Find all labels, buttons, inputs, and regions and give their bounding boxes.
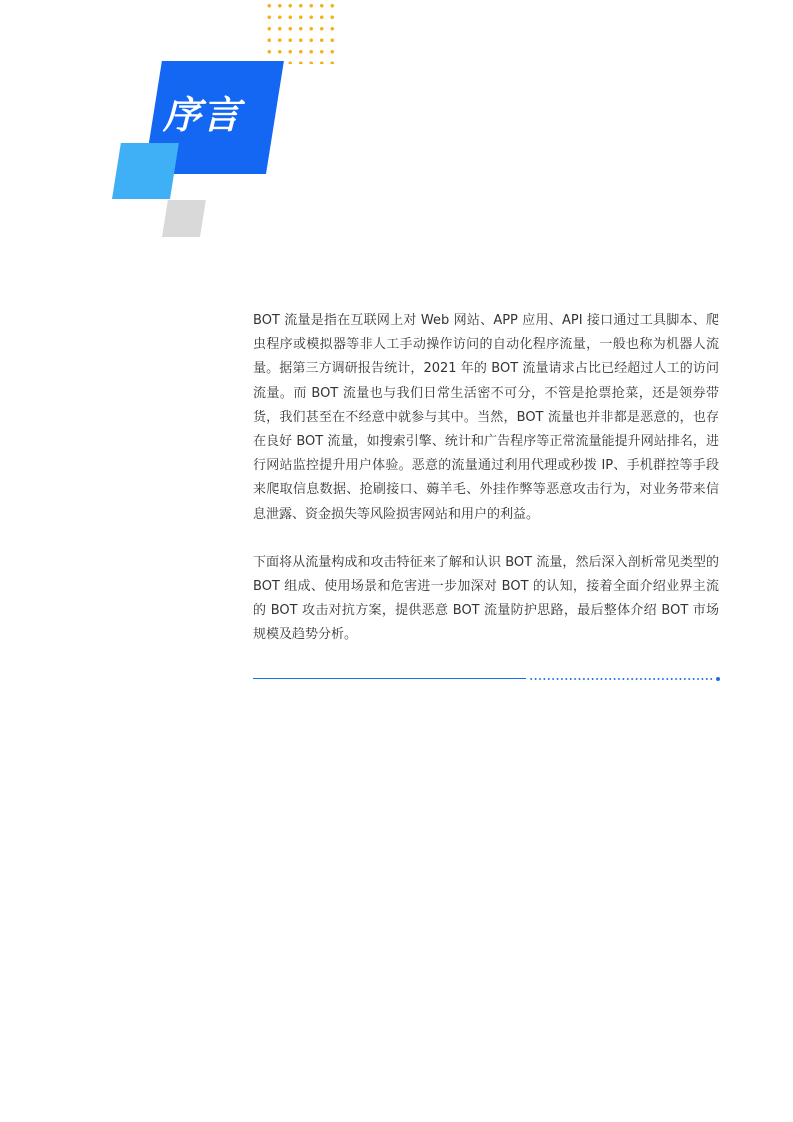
decorative-light-blue-block (112, 143, 179, 199)
section-title: 序言 (163, 93, 242, 137)
preface-content (253, 309, 719, 648)
divider-end-dot (716, 677, 720, 681)
decorative-gray-block (162, 200, 206, 237)
section-divider (253, 677, 720, 681)
divider-dotted-line (529, 678, 713, 680)
preface-paragraph-2: 下面将从流量构成和攻击特征来了解和认识 BOT 流量，然后深入剖析常见类型的 BOT 组成、使用场景和危害进一步加深对 BOT 的认知，接着全面介绍业界主流的 BOT 攻击对抗方案，提供恶意 BOT 流量防护思路，最后整体介绍 BOT 市场规模及趋势分析。 (253, 554, 719, 643)
decorative-dot-grid (262, 0, 336, 64)
preface-paragraph-1: BOT 流量是指在互联网上对 Web 网站、APP 应用、API 接口通过工具脚本、爬虫程序或模拟器等非人工手动操作访问的自动化程序流量，一般也称为机器人流量。据第三方调研报告统计，2021 年的 BOT 流量请求占比已经超过人工的访问流量。而 BOT 流量也与我们日常生活密不可分，不管是抢票抢菜，还是领券带货，我们甚至在不经意中就参与其中。当然，BOT 流量也并非都是恶意的，也存在良好 BOT 流量，如搜索引擎、统计和广告程序等正常流量能提升网站排名，进行网站监控提升用户体验。恶意的流量通过利用代理或秒拨 IP、手机群控等手段来爬取信息数据、抢刷接口、薅羊毛、外挂作弊等恶意攻击行为，对业务带来信息泄露、资金损失等风险损害网站和用户的利益。 (253, 313, 719, 522)
divider-solid-line (253, 678, 526, 679)
